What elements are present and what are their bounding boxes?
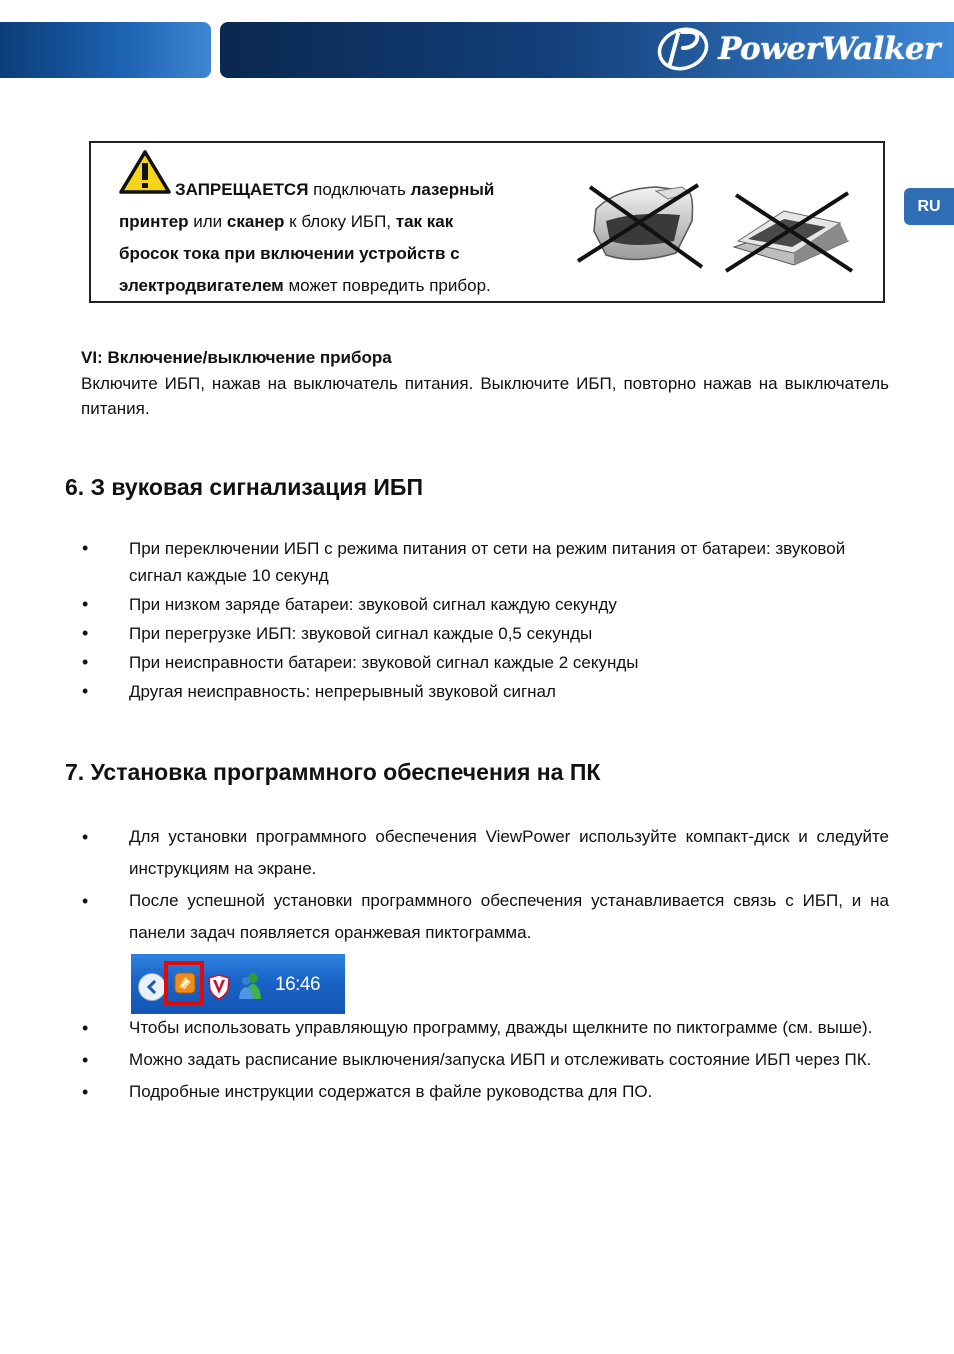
warning-line-3: [119, 238, 559, 270]
list-item: • После успешной установки программного обеспечения устанавливается связь с ИБП, и на панели задач появляется оранжевая пиктограмма.: [0, 885, 889, 949]
warning-text-part: к блоку ИБП,: [284, 212, 396, 231]
powerwalker-logo-icon: [656, 26, 712, 72]
list-item: • Можно задать расписание выключения/запуска ИБП и отслеживать состояние ИБП через ПК.: [0, 1044, 889, 1076]
list-item: • При неисправности батареи: звуковой сигнал каждые 2 секунды: [0, 649, 889, 676]
section-7-list-a: [0, 821, 954, 949]
antivirus-shield-icon[interactable]: [208, 974, 230, 1000]
list-item: • При низком заряде батареи: звуковой сигнал каждую секунду: [0, 591, 889, 618]
warning-line-4: [119, 270, 559, 302]
warning-text: [119, 174, 559, 302]
tray-clock[interactable]: 16:46: [275, 974, 321, 995]
warning-text-bold: сканер: [226, 212, 285, 231]
list-item: • При перегрузке ИБП: звуковой сигнал каждые 0,5 секунды: [0, 620, 889, 647]
ups-tray-highlight[interactable]: [164, 961, 204, 1005]
language-tab[interactable]: RU: [904, 188, 954, 225]
ups-tray-icon[interactable]: [174, 972, 196, 994]
warning-text-bold: лазерный: [410, 180, 495, 199]
warning-text-part: или: [188, 212, 227, 231]
section-7-list-b: [0, 1012, 954, 1108]
warning-text-bold: бросок тока при включении устройств с: [119, 244, 460, 263]
section-6-title: 6. З вуковая сигнализация ИБП: [65, 474, 423, 500]
messenger-user-icon[interactable]: [237, 971, 265, 1001]
brand-name: PowerWalker: [718, 31, 940, 67]
scanner-crossed-image: [724, 189, 856, 275]
list-item: • Чтобы использовать управляющую программу, дважды щелкните по пиктограмме (см. выше).: [0, 1012, 889, 1044]
warning-text-bold: так как: [395, 212, 454, 231]
tray-expand-icon[interactable]: [138, 973, 166, 1001]
header-left-band: [0, 22, 211, 78]
warning-forbidden: ЗАПРЕЩАЕТСЯ: [175, 180, 309, 199]
section-6-list: [0, 535, 954, 707]
warning-text-bold: электродвигателем: [119, 276, 284, 295]
warning-line-1: [119, 174, 559, 206]
section-7-title: 7. Установка программного обеспечения на ПК: [65, 759, 601, 785]
warning-text-part: может повредить прибор.: [283, 276, 491, 295]
warning-text-bold: принтер: [119, 212, 189, 231]
taskbar-tray-screenshot: [131, 954, 345, 1014]
printer-crossed-image: [576, 181, 706, 273]
warning-line-2: [119, 206, 559, 238]
warning-box: [89, 141, 885, 303]
list-item: • Другая неисправность: непрерывный звуковой сигнал: [0, 678, 889, 705]
section-vi-title: VI: Включение/выключение прибора: [81, 348, 392, 367]
list-item: • Для установки программного обеспечения ViewPower используйте компакт-диск и следуйте инструкциям на экране.: [0, 821, 889, 885]
powerwalker-logo: [656, 26, 940, 72]
section-vi-body: Включите ИБП, нажав на выключатель питания. Выключите ИБП, повторно нажав на выключатель питания.: [81, 374, 889, 418]
list-item: • Подробные инструкции содержатся в файле руководства для ПО.: [0, 1076, 889, 1108]
list-item: • При переключении ИБП с режима питания от сети на режим питания от батареи: звуковой сигнал каждые 10 секунд: [0, 535, 889, 589]
warning-text-part: подключать: [308, 180, 411, 199]
